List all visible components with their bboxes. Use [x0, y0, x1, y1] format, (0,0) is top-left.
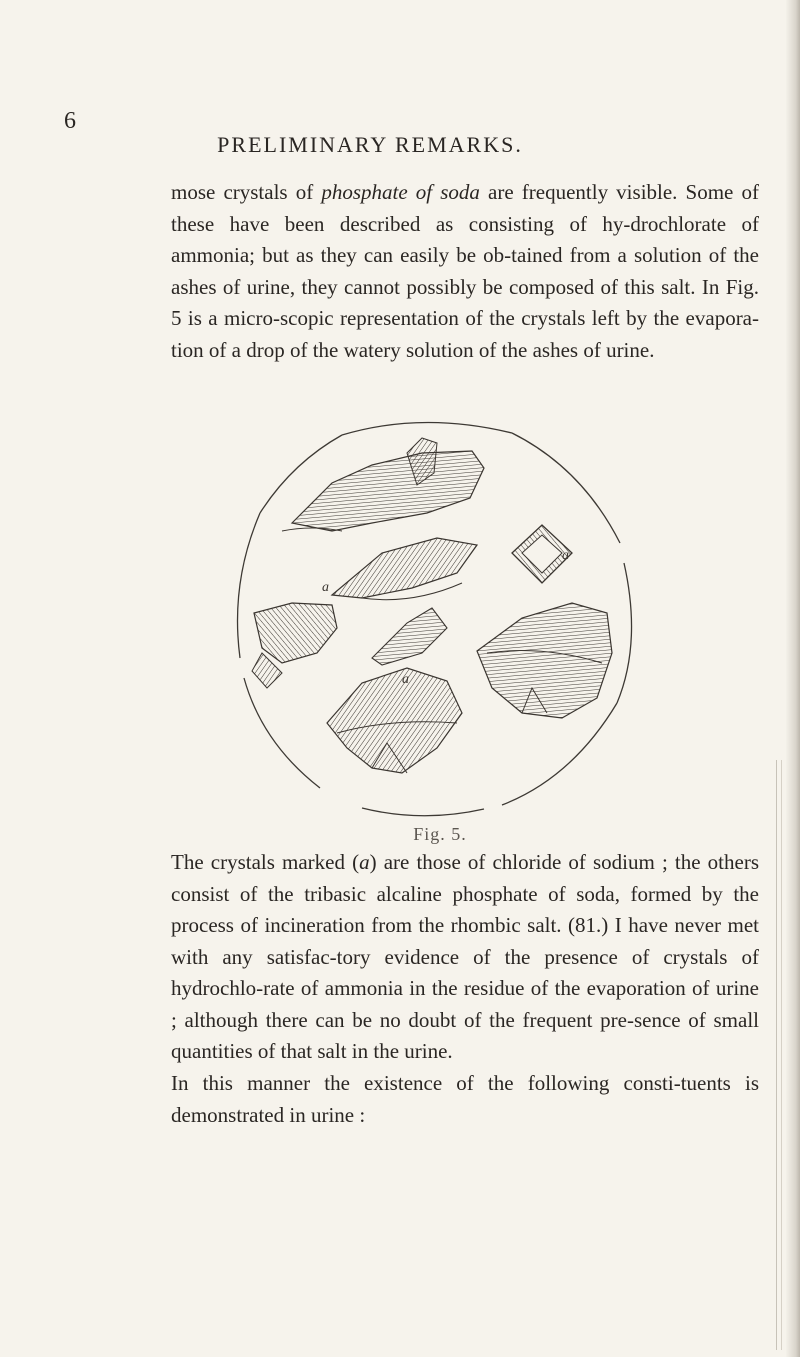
paragraph-1-rest: are frequently visible. Some of these have been described as consisting of hy-drochlorate of ammonia; but as they can easily be ob-tained from a solution of the ashes of urine, they cannot possibly be composed of this salt. In Fig. 5 is a micro-scopic representation of the crystals left by the evapora-tion of a drop of the watery solution of the ashes of urine.: [171, 180, 759, 362]
page-edge-shadow: [786, 0, 800, 1357]
paragraph-2: [171, 847, 759, 1068]
running-head: PRELIMINARY REMARKS.: [217, 132, 523, 157]
crystal-diamond: [512, 525, 572, 583]
paragraph-1-italic: phosphate of soda: [321, 180, 480, 204]
page-edge-lines: [776, 760, 782, 1350]
crystal-middle: [322, 538, 477, 600]
label-a-middle: a: [322, 580, 329, 595]
crystal-cluster-right: [477, 603, 612, 718]
crystal-cluster-bottom: [327, 668, 462, 773]
paragraph-1: [171, 177, 759, 366]
page-number: 6: [64, 108, 76, 134]
crystal-cluster-left: [252, 603, 337, 688]
paragraph-2-italic: a: [359, 850, 370, 874]
figure-5-illustration: [222, 413, 652, 823]
paragraph-3: In this manner the existence of the following consti-tuents is demonstrated in urine :: [171, 1071, 759, 1127]
figure-caption: Fig. 5.: [413, 824, 467, 844]
paragraph-1-lead: mose crystals of: [171, 180, 322, 204]
label-a-right: a: [562, 548, 569, 563]
crystal-cluster-top: [282, 438, 484, 531]
paragraph-2-part1: The crystals marked (: [171, 850, 360, 874]
paragraph-2-part2: ) are those of chloride of sodium ; the others consist of the tribasic alcaline phosphate of soda, formed by the process of incineration from the rhombic salt. (81.) I have never met with any satisfac-tory evidence of the presence of crystals of hydrochlo-rate of ammonia in the residue of the evaporation of urine ; although there can be no doubt of the frequent pre-sence of small quantities of that salt in the urine.: [171, 850, 759, 1063]
figure-5-microscope-view: [222, 413, 652, 823]
